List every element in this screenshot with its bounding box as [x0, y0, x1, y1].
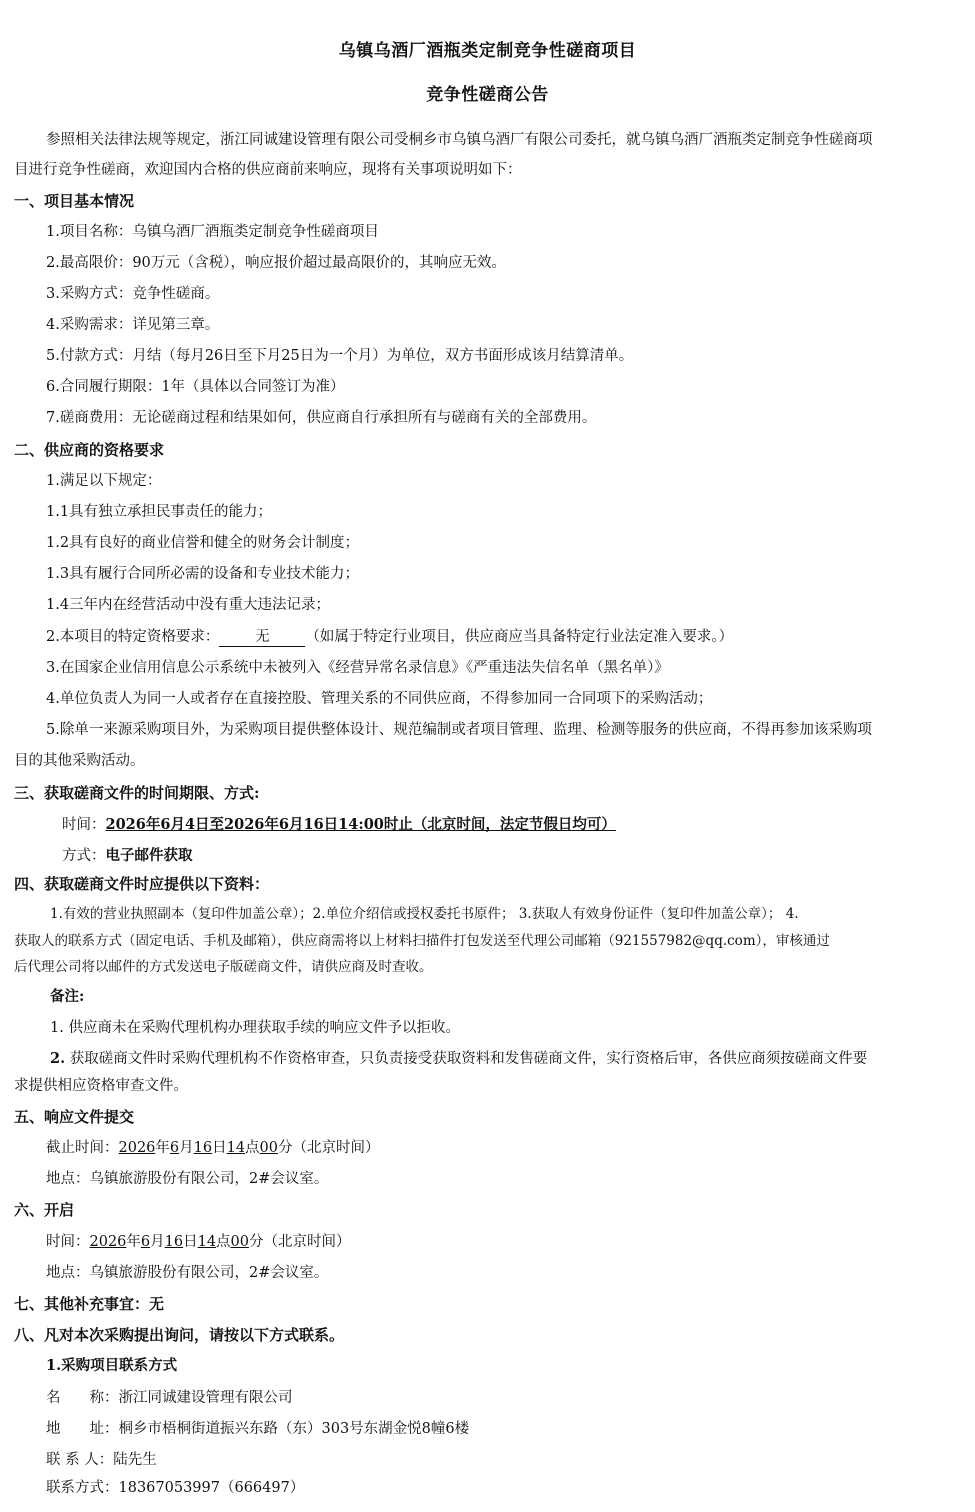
s2-item-3: 3.在国家企业信用信息公示系统中未被列入《经营异常名录信息》《严重违法失信名单（黑名单）》 [46, 660, 669, 676]
s3-method-value: 电子邮件获取 [105, 847, 193, 864]
s8-address-label: 地 址： [46, 1421, 119, 1437]
s6-hour: 14 [197, 1234, 217, 1250]
s6-day-unit: 日 [183, 1234, 198, 1250]
s5-deadline-label: 截止时间： [46, 1140, 119, 1156]
s8-sub-heading: 1.采购项目联系方式 [46, 1357, 178, 1374]
intro-line-1: 参照相关法律法规等规定，浙江同诚建设管理有限公司受桐乡市乌镇乌酒厂有限公司委托，就乌镇乌酒厂酒瓶类定制竞争性磋商项 [46, 132, 873, 148]
intro-line-2: 目进行竞争性磋商，欢迎国内合格的供应商前来响应，现将有关事项说明如下： [14, 162, 522, 178]
s5-place: 地点：乌镇旅游股份有限公司，2#会议室。 [46, 1171, 329, 1187]
s5-day: 16 [193, 1140, 213, 1156]
s4-para-line-3: 后代理公司将以邮件的方式发送电子版磋商文件，请供应商及时查收。 [14, 959, 433, 975]
s5-minute-unit: 分（北京时间） [278, 1140, 380, 1156]
s8-phone-value: 18367053997（666497） [118, 1480, 305, 1496]
s6-time-label: 时间： [46, 1234, 90, 1250]
section-5-heading: 五、响应文件提交 [14, 1108, 135, 1126]
s1-item-1: 1.项目名称：乌镇乌酒厂酒瓶类定制竞争性磋商项目 [46, 224, 379, 240]
s6-minute-unit: 分（北京时间） [249, 1234, 351, 1250]
s6-day: 16 [164, 1234, 184, 1250]
s5-hour-unit: 点 [245, 1140, 260, 1156]
s5-month-unit: 月 [179, 1140, 194, 1156]
s4-note-2-line-1 [50, 1049, 867, 1069]
s6-year: 2026 [89, 1234, 127, 1250]
s6-time [46, 1232, 351, 1252]
s3-time-label: 时间： [62, 817, 106, 833]
s6-year-unit: 年 [126, 1234, 141, 1250]
document-subtitle: 竞争性磋商公告 [426, 85, 549, 105]
section-7-heading: 七、其他补充事宜：无 [14, 1295, 165, 1313]
section-2-heading: 二、供应商的资格要求 [14, 441, 165, 459]
s1-item-3: 3.采购方式：竞争性磋商。 [46, 286, 220, 302]
s2-item-2-suffix: （如属于特定行业项目，供应商应当具备特定行业法定准入要求。） [305, 629, 734, 645]
s2-item-2-blank: 无 [219, 629, 305, 647]
s2-item-1-2: 1.2具有良好的商业信誉和健全的财务会计制度； [46, 535, 360, 551]
s4-note-1: 1. 供应商未在采购代理机构办理获取手续的响应文件予以拒收。 [50, 1020, 460, 1036]
s2-item-1-4: 1.4三年内在经营活动中没有重大违法记录； [46, 597, 331, 613]
s6-month-unit: 月 [150, 1234, 165, 1250]
s1-item-2: 2.最高限价：90万元（含税），响应报价超过最高限价的，其响应无效。 [46, 255, 507, 271]
s4-note-2-line-2: 求提供相应资格审查文件。 [14, 1078, 188, 1094]
section-1-heading: 一、项目基本情况 [14, 192, 135, 210]
s3-time [62, 815, 616, 835]
s6-place: 地点：乌镇旅游股份有限公司，2#会议室。 [46, 1265, 329, 1281]
s3-time-value: 2026年6月4日至2026年6月16日14:00时止（北京时间，法定节假日均可） [105, 816, 616, 833]
document-title: 乌镇乌酒厂酒瓶类定制竞争性磋商项目 [338, 41, 637, 61]
s8-address-value: 桐乡市梧桐街道振兴东路（东）303号东湖金悦8幢6楼 [118, 1421, 470, 1437]
s5-day-unit: 日 [212, 1140, 227, 1156]
s2-item-1-1: 1.1具有独立承担民事责任的能力； [46, 504, 273, 520]
s1-item-5: 5.付款方式：月结（每月26日至下月25日为一个月）为单位，双方书面形成该月结算清单。 [46, 348, 634, 364]
s2-item-1-3: 1.3具有履行合同所必需的设备和专业技术能力； [46, 566, 360, 582]
s4-note-heading: 备注: [50, 988, 85, 1005]
s4-para-line-2: 获取人的联系方式（固定电话、手机及邮箱），供应商需将以上材料扫描件打包发送至代理公司邮箱（921557982@qq.com），审核通过 [14, 933, 830, 949]
s5-year: 2026 [118, 1140, 156, 1156]
s3-method [62, 846, 193, 866]
s8-address [46, 1419, 469, 1439]
s1-item-4: 4.采购需求：详见第三章。 [46, 317, 220, 333]
s1-item-7: 7.磋商费用：无论磋商过程和结果如何，供应商自行承担所有与磋商有关的全部费用。 [46, 410, 597, 426]
s8-phone [46, 1478, 304, 1498]
section-4-heading: 四、获取磋商文件时应提供以下资料： [14, 875, 270, 893]
s1-item-6: 6.合同履行期限：1年（具体以合同签订为准） [46, 379, 345, 395]
s2-item-5-line-2: 目的其他采购活动。 [14, 753, 145, 769]
s6-hour-unit: 点 [216, 1234, 231, 1250]
s3-method-label: 方式： [62, 848, 106, 864]
section-3-heading: 三、获取磋商文件的时间期限、方式: [14, 784, 260, 802]
s8-contact-person-label: 联 系 人： [46, 1452, 114, 1468]
s5-month: 6 [169, 1140, 180, 1156]
s4-para-line-1: 1.有效的营业执照副本（复印件加盖公章）；2.单位介绍信或授权委托书原件； 3.获取人有效身份证件（复印件加盖公章）； 4. [50, 906, 799, 922]
s2-item-2-prefix: 2.本项目的特定资格要求： [46, 629, 220, 645]
s5-year-unit: 年 [155, 1140, 170, 1156]
s4-note-2-text: 获取磋商文件时采购代理机构不作资格审查，只负责接受获取资料和发售磋商文件，实行资格后审，各供应商须按磋商文件要 [65, 1051, 868, 1067]
s2-item-5-line-1: 5.除单一来源采购项目外，为采购项目提供整体设计、规范编制或者项目管理、监理、检测等服务的供应商，不得再参加该采购项 [46, 722, 872, 738]
s8-contact-person-value: 陆先生 [113, 1452, 157, 1468]
s5-minute: 00 [259, 1140, 278, 1156]
s8-phone-label: 联系方式： [46, 1480, 119, 1496]
s2-item-4: 4.单位负责人为同一人或者存在直接控股、管理关系的不同供应商，不得参加同一合同项下的采购活动； [46, 691, 713, 707]
s5-hour: 14 [226, 1140, 246, 1156]
s5-deadline [46, 1138, 380, 1158]
s8-name-label: 名 称： [46, 1390, 119, 1406]
s2-item-1: 1.满足以下规定： [46, 473, 162, 489]
s6-minute: 00 [230, 1234, 249, 1250]
s4-note-2-number: 2. [50, 1050, 66, 1067]
s6-month: 6 [140, 1234, 151, 1250]
s8-contact-person [46, 1450, 157, 1470]
s8-name-value: 浙江同诚建设管理有限公司 [118, 1390, 293, 1406]
s2-item-2 [46, 627, 733, 647]
section-8-heading: 八、凡对本次采购提出询问，请按以下方式联系。 [14, 1326, 345, 1344]
s8-name [46, 1388, 293, 1408]
section-6-heading: 六、开启 [14, 1201, 75, 1219]
